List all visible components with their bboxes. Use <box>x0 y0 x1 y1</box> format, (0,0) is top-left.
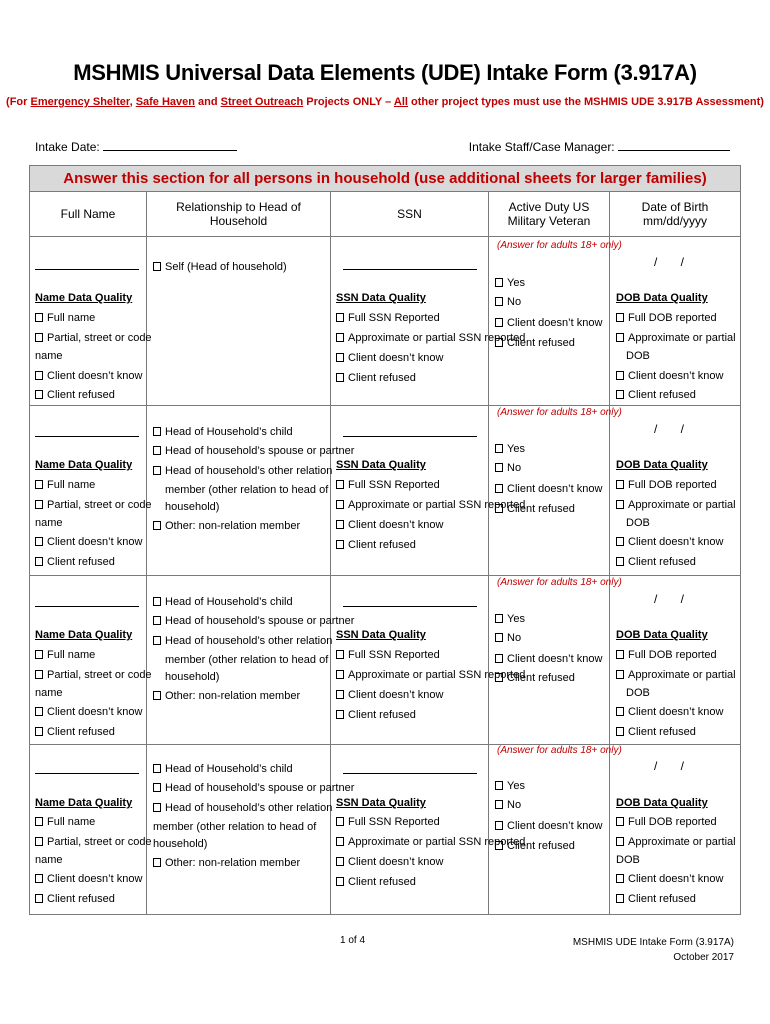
checkbox-icon[interactable] <box>336 540 344 549</box>
vet-opt-dk[interactable]: Client doesn’t know <box>495 820 602 832</box>
ssn-quality-title: SSN Data Quality <box>336 459 426 471</box>
checkbox-icon[interactable] <box>336 313 344 322</box>
ssn-opt-refused[interactable]: Client refused <box>336 539 416 551</box>
name-blank[interactable] <box>35 269 139 270</box>
name-blank[interactable] <box>35 773 139 774</box>
name-opt-full[interactable]: Full name <box>35 312 95 324</box>
checkbox-icon[interactable] <box>336 837 344 846</box>
checkbox-icon[interactable] <box>495 484 503 493</box>
vet-opt-no[interactable]: No <box>495 799 521 811</box>
dob-opt-full[interactable]: Full DOB reported <box>616 649 717 661</box>
checkbox-icon[interactable] <box>153 616 161 625</box>
ssn-opt-dk[interactable]: Client doesn’t know <box>336 352 443 364</box>
veteran-note: (Answer for adults 18+ only) <box>497 745 622 756</box>
dob-quality-title: DOB Data Quality <box>616 459 708 471</box>
veteran-note: (Answer for adults 18+ only) <box>497 407 622 418</box>
intake-staff-blank[interactable] <box>618 150 730 151</box>
intake-date-label: Intake Date: <box>35 140 100 154</box>
footer-form-name: MSHMIS UDE Intake Form (3.917A) <box>572 937 734 948</box>
name-blank[interactable] <box>35 436 139 437</box>
rel-opt-child[interactable]: Head of Household’s child <box>153 426 293 438</box>
dob-opt-full[interactable]: Full DOB reported <box>616 312 717 324</box>
dob-opt-approx-cont: DOB <box>616 854 640 866</box>
dob-opt-refused[interactable]: Client refused <box>616 389 696 401</box>
name-cell <box>30 576 152 745</box>
vet-opt-dk[interactable]: Client doesn’t know <box>495 653 602 665</box>
col-dob: Date of Birth mm/dd/yyyy <box>610 192 741 237</box>
ssn-blank[interactable] <box>343 436 477 437</box>
subtitle-street-outreach: Street Outreach <box>220 96 304 108</box>
name-quality-title: Name Data Quality <box>35 797 133 809</box>
checkbox-icon[interactable] <box>616 480 624 489</box>
rel-opt-other-cont: household) <box>153 838 208 850</box>
rel-opt-spouse[interactable]: Head of household’s spouse or partner <box>153 782 354 794</box>
dob-opt-dk[interactable]: Client doesn’t know <box>616 536 723 548</box>
checkbox-icon[interactable] <box>495 654 503 663</box>
rel-opt-other-cont: member (other relation to head of <box>153 821 317 833</box>
name-opt-full[interactable]: Full name <box>35 816 95 828</box>
checkbox-icon[interactable] <box>35 837 43 846</box>
checkbox-icon[interactable] <box>153 783 161 792</box>
subtitle-text: and <box>195 96 221 108</box>
checkbox-icon[interactable] <box>616 500 624 509</box>
checkbox-icon[interactable] <box>153 427 161 436</box>
col-ssn: SSN <box>331 192 489 237</box>
subtitle-text: (For <box>6 96 31 108</box>
col-relationship: Relationship to Head of Household <box>147 192 331 237</box>
name-opt-partial[interactable]: Partial, street or code <box>35 836 152 848</box>
dob-opt-dk[interactable]: Client doesn’t know <box>616 370 723 382</box>
veteran-cell <box>489 237 622 406</box>
dob-entry[interactable]: / / <box>654 592 685 606</box>
checkbox-icon[interactable] <box>35 670 43 679</box>
vet-opt-yes[interactable]: Yes <box>495 443 525 455</box>
checkbox-icon[interactable] <box>616 537 624 546</box>
checkbox-icon[interactable] <box>616 670 624 679</box>
checkbox-icon[interactable] <box>35 650 43 659</box>
checkbox-icon[interactable] <box>153 803 161 812</box>
household-member-row <box>30 406 741 576</box>
intake-date-field[interactable] <box>35 140 237 154</box>
checkbox-icon[interactable] <box>616 727 624 736</box>
rel-opt-nonrel[interactable]: Other: non-relation member <box>153 690 300 702</box>
dob-opt-refused[interactable]: Client refused <box>616 726 696 738</box>
name-cell <box>30 237 152 406</box>
name-opt-dk[interactable]: Client doesn’t know <box>35 370 142 382</box>
checkbox-icon[interactable] <box>495 318 503 327</box>
checkbox-icon[interactable] <box>35 480 43 489</box>
subtitle-text: Projects ONLY – <box>303 96 394 108</box>
checkbox-icon[interactable] <box>35 817 43 826</box>
rel-opt-other[interactable]: Head of household’s other relation <box>153 802 332 814</box>
checkbox-icon[interactable] <box>495 444 503 453</box>
name-quality-title: Name Data Quality <box>35 459 133 471</box>
section-heading: Answer this section for all persons in household (use additional sheets for larger families) <box>30 166 741 192</box>
veteran-cell <box>489 576 622 745</box>
name-opt-partial[interactable]: Partial, street or code <box>35 332 152 344</box>
checkbox-icon[interactable] <box>336 710 344 719</box>
ssn-opt-refused[interactable]: Client refused <box>336 876 416 888</box>
checkbox-icon[interactable] <box>35 537 43 546</box>
name-opt-partial-cont: name <box>35 350 63 362</box>
col-veteran: Active Duty US Military Veteran <box>489 192 610 237</box>
rel-opt-self[interactable]: Self (Head of household) <box>153 261 287 273</box>
subtitle-safe-haven: Safe Haven <box>135 96 195 108</box>
rel-opt-other[interactable]: Head of household’s other relation <box>153 465 332 477</box>
name-quality-title: Name Data Quality <box>35 629 133 641</box>
rel-opt-other-cont: member (other relation to head of <box>165 654 329 666</box>
checkbox-icon[interactable] <box>336 817 344 826</box>
name-opt-full[interactable]: Full name <box>35 479 95 491</box>
name-opt-dk[interactable]: Client doesn’t know <box>35 706 142 718</box>
col-full-name: Full Name <box>30 192 147 237</box>
checkbox-icon[interactable] <box>336 353 344 362</box>
relationship-cell <box>147 745 355 915</box>
ssn-opt-dk[interactable]: Client doesn’t know <box>336 689 443 701</box>
checkbox-icon[interactable] <box>336 650 344 659</box>
dob-entry[interactable]: / / <box>654 255 685 269</box>
dob-quality-title: DOB Data Quality <box>616 629 708 641</box>
checkbox-icon[interactable] <box>616 557 624 566</box>
checkbox-icon[interactable] <box>616 874 624 883</box>
checkbox-icon[interactable] <box>35 557 43 566</box>
form-title: MSHMIS Universal Data Elements (UDE) Intake Form (3.917A) <box>73 60 697 85</box>
name-opt-dk[interactable]: Client doesn’t know <box>35 873 142 885</box>
household-member-row <box>30 745 741 915</box>
relationship-cell <box>147 406 355 576</box>
checkbox-icon[interactable] <box>616 817 624 826</box>
vet-opt-refused[interactable]: Client refused <box>495 672 575 684</box>
name-opt-refused[interactable]: Client refused <box>35 389 115 401</box>
checkbox-icon[interactable] <box>495 821 503 830</box>
veteran-cell <box>489 745 622 915</box>
vet-opt-refused[interactable]: Client refused <box>495 337 575 349</box>
dob-entry[interactable]: / / <box>654 759 685 773</box>
rel-opt-child[interactable]: Head of Household’s child <box>153 596 293 608</box>
checkbox-icon[interactable] <box>153 636 161 645</box>
relationship-cell <box>147 237 331 406</box>
ssn-blank[interactable] <box>343 269 477 270</box>
checkbox-icon[interactable] <box>336 373 344 382</box>
vet-opt-yes[interactable]: Yes <box>495 277 525 289</box>
ssn-quality-title: SSN Data Quality <box>336 629 426 641</box>
ssn-opt-full[interactable]: Full SSN Reported <box>336 312 440 324</box>
ssn-quality-title: SSN Data Quality <box>336 797 426 809</box>
ssn-blank[interactable] <box>343 606 477 607</box>
name-cell <box>30 745 152 915</box>
checkbox-icon[interactable] <box>495 800 503 809</box>
checkbox-icon[interactable] <box>35 707 43 716</box>
dob-opt-dk[interactable]: Client doesn’t know <box>616 873 723 885</box>
checkbox-icon[interactable] <box>153 521 161 530</box>
checkbox-icon[interactable] <box>153 466 161 475</box>
dob-opt-full[interactable]: Full DOB reported <box>616 816 717 828</box>
rel-opt-spouse[interactable]: Head of household’s spouse or partner <box>153 615 354 627</box>
checkbox-icon[interactable] <box>336 670 344 679</box>
checkbox-icon[interactable] <box>336 520 344 529</box>
dob-opt-full[interactable]: Full DOB reported <box>616 479 717 491</box>
checkbox-icon[interactable] <box>153 691 161 700</box>
ssn-blank[interactable] <box>343 773 477 774</box>
dob-opt-refused[interactable]: Client refused <box>616 556 696 568</box>
vet-opt-dk[interactable]: Client doesn’t know <box>495 317 602 329</box>
vet-opt-refused[interactable]: Client refused <box>495 840 575 852</box>
dob-opt-dk[interactable]: Client doesn’t know <box>616 706 723 718</box>
checkbox-icon[interactable] <box>616 333 624 342</box>
checkbox-icon[interactable] <box>495 278 503 287</box>
ssn-opt-refused[interactable]: Client refused <box>336 372 416 384</box>
ssn-opt-dk[interactable]: Client doesn’t know <box>336 856 443 868</box>
dob-quality-title: DOB Data Quality <box>616 292 708 304</box>
household-table <box>29 165 741 915</box>
rel-opt-nonrel[interactable]: Other: non-relation member <box>153 857 300 869</box>
name-opt-partial-cont: name <box>35 854 63 866</box>
ssn-opt-full[interactable]: Full SSN Reported <box>336 816 440 828</box>
name-opt-refused[interactable]: Client refused <box>35 726 115 738</box>
checkbox-icon[interactable] <box>495 504 503 513</box>
vet-opt-refused[interactable]: Client refused <box>495 503 575 515</box>
veteran-cell <box>489 406 622 576</box>
checkbox-icon[interactable] <box>495 614 503 623</box>
footer-form-info <box>573 935 734 965</box>
checkbox-icon[interactable] <box>336 333 344 342</box>
ssn-opt-partial[interactable]: Approximate or partial SSN reported <box>336 669 525 681</box>
rel-opt-other-cont: member (other relation to head of <box>165 484 329 496</box>
name-cell <box>30 406 152 576</box>
subtitle-all: All <box>393 96 408 108</box>
household-member-row <box>30 237 741 406</box>
subtitle-emergency-shelter: Emergency Shelter <box>30 96 130 108</box>
vet-opt-yes[interactable]: Yes <box>495 780 525 792</box>
checkbox-icon[interactable] <box>35 371 43 380</box>
dob-entry[interactable]: / / <box>654 422 685 436</box>
rel-opt-spouse[interactable]: Head of household’s spouse or partner <box>153 445 354 457</box>
checkbox-icon[interactable] <box>153 858 161 867</box>
vet-opt-no[interactable]: No <box>495 632 521 644</box>
rel-opt-nonrel[interactable]: Other: non-relation member <box>153 520 300 532</box>
ssn-opt-partial[interactable]: Approximate or partial SSN reported <box>336 499 525 511</box>
name-opt-refused[interactable]: Client refused <box>35 556 115 568</box>
name-blank[interactable] <box>35 606 139 607</box>
subtitle-text: other project types must use the MSHMIS UDE 3.917B Assessment) <box>407 96 764 108</box>
footer-date: October 2017 <box>673 952 734 963</box>
rel-opt-other[interactable]: Head of household’s other relation <box>153 635 332 647</box>
ssn-opt-refused[interactable]: Client refused <box>336 709 416 721</box>
dob-opt-approx-cont: DOB <box>626 517 650 529</box>
ssn-opt-partial[interactable]: Approximate or partial SSN reported <box>336 836 525 848</box>
checkbox-icon[interactable] <box>336 500 344 509</box>
name-quality-title: Name Data Quality <box>35 292 133 304</box>
dob-opt-approx[interactable]: Approximate or partial <box>616 669 736 681</box>
checkbox-icon[interactable] <box>616 371 624 380</box>
checkbox-icon[interactable] <box>336 690 344 699</box>
dob-opt-approx[interactable]: Approximate or partial <box>616 332 736 344</box>
checkbox-icon[interactable] <box>616 837 624 846</box>
checkbox-icon[interactable] <box>35 313 43 322</box>
name-opt-partial[interactable]: Partial, street or code <box>35 499 152 511</box>
subtitle-text: , <box>129 96 136 108</box>
rel-opt-child[interactable]: Head of Household’s child <box>153 763 293 775</box>
veteran-note: (Answer for adults 18+ only) <box>497 577 622 588</box>
ssn-opt-full[interactable]: Full SSN Reported <box>336 479 440 491</box>
vet-opt-yes[interactable]: Yes <box>495 613 525 625</box>
ssn-opt-full[interactable]: Full SSN Reported <box>336 649 440 661</box>
dob-cell <box>610 576 741 745</box>
checkbox-icon[interactable] <box>153 262 161 271</box>
rel-opt-other-cont: household) <box>165 501 220 513</box>
checkbox-icon[interactable] <box>495 633 503 642</box>
checkbox-icon[interactable] <box>153 597 161 606</box>
checkbox-icon[interactable] <box>336 877 344 886</box>
name-opt-partial[interactable]: Partial, street or code <box>35 669 152 681</box>
vet-opt-no[interactable]: No <box>495 296 521 308</box>
checkbox-icon[interactable] <box>616 390 624 399</box>
form-subtitle <box>0 96 770 108</box>
name-opt-partial-cont: name <box>35 517 63 529</box>
household-member-row <box>30 576 741 745</box>
checkbox-icon[interactable] <box>35 500 43 509</box>
checkbox-icon[interactable] <box>153 446 161 455</box>
checkbox-icon[interactable] <box>35 727 43 736</box>
dob-cell <box>610 406 741 576</box>
relationship-cell <box>147 576 355 745</box>
ssn-opt-dk[interactable]: Client doesn’t know <box>336 519 443 531</box>
checkbox-icon[interactable] <box>336 480 344 489</box>
dob-cell <box>610 237 741 406</box>
checkbox-icon[interactable] <box>616 313 624 322</box>
checkbox-icon[interactable] <box>35 390 43 399</box>
name-opt-dk[interactable]: Client doesn’t know <box>35 536 142 548</box>
name-opt-partial-cont: name <box>35 687 63 699</box>
checkbox-icon[interactable] <box>336 857 344 866</box>
checkbox-icon[interactable] <box>616 650 624 659</box>
dob-opt-approx[interactable]: Approximate or partial <box>616 836 736 848</box>
veteran-note: (Answer for adults 18+ only) <box>497 240 622 251</box>
dob-quality-title: DOB Data Quality <box>616 797 708 809</box>
checkbox-icon[interactable] <box>153 764 161 773</box>
checkbox-icon[interactable] <box>495 781 503 790</box>
dob-opt-approx-cont: DOB <box>626 687 650 699</box>
checkbox-icon[interactable] <box>35 874 43 883</box>
vet-opt-no[interactable]: No <box>495 462 521 474</box>
checkbox-icon[interactable] <box>495 673 503 682</box>
checkbox-icon[interactable] <box>495 297 503 306</box>
checkbox-icon[interactable] <box>35 333 43 342</box>
intake-staff-label: Intake Staff/Case Manager: <box>468 140 615 154</box>
checkbox-icon[interactable] <box>495 463 503 472</box>
name-opt-full[interactable]: Full name <box>35 649 95 661</box>
checkbox-icon[interactable] <box>616 707 624 716</box>
rel-opt-other-cont: household) <box>165 671 220 683</box>
checkbox-icon[interactable] <box>616 894 624 903</box>
dob-opt-refused[interactable]: Client refused <box>616 893 696 905</box>
vet-opt-dk[interactable]: Client doesn’t know <box>495 483 602 495</box>
dob-opt-approx-cont: DOB <box>626 350 650 362</box>
checkbox-icon[interactable] <box>495 841 503 850</box>
intake-staff-field[interactable] <box>469 140 730 154</box>
dob-cell <box>610 745 741 915</box>
page-number: 1 of 4 <box>340 935 366 946</box>
name-opt-refused[interactable]: Client refused <box>35 893 115 905</box>
ssn-opt-partial[interactable]: Approximate or partial SSN reported <box>336 332 525 344</box>
dob-opt-approx[interactable]: Approximate or partial <box>616 499 736 511</box>
ssn-quality-title: SSN Data Quality <box>336 292 426 304</box>
checkbox-icon[interactable] <box>35 894 43 903</box>
intake-date-blank[interactable] <box>103 150 237 151</box>
checkbox-icon[interactable] <box>495 338 503 347</box>
